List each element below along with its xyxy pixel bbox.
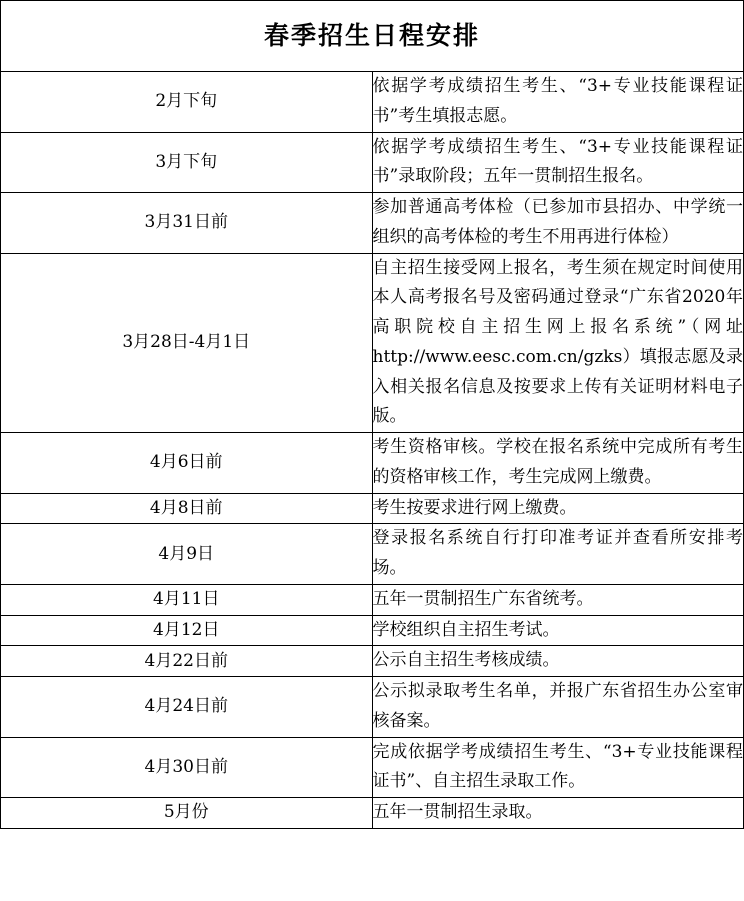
table-row (1, 433, 744, 494)
row-description (372, 132, 744, 193)
row-description (372, 615, 744, 646)
table-row (1, 493, 744, 524)
table-row (1, 737, 744, 798)
row-date: 4月22日前 (1, 646, 373, 677)
row-description-text: 参加普通高考体检（已参加市县招办、中学统一组织的高考体检的考生不用再进行体检） (372, 197, 743, 247)
row-date: 4月30日前 (1, 737, 373, 798)
row-description (372, 493, 744, 524)
title-row (1, 1, 744, 72)
row-description (372, 737, 744, 798)
row-description (372, 72, 744, 133)
page-title: 春季招生日程安排 (1, 1, 744, 72)
row-description (372, 798, 744, 829)
table-row (1, 72, 744, 133)
row-description-text: 五年一贯制招生录取。 (372, 802, 543, 822)
row-date: 2月下旬 (1, 72, 373, 133)
table-row (1, 584, 744, 615)
row-description-text: 公示拟录取考生名单，并报广东省招生办公室审核备案。 (372, 681, 743, 731)
table-row (1, 798, 744, 829)
row-description-text: 五年一贯制招生广东省统考。 (372, 588, 594, 609)
table-row (1, 615, 744, 646)
table-row (1, 524, 744, 585)
row-date: 4月9日 (1, 524, 373, 585)
row-description-text: 依据学考成绩招生考生、“3+专业技能课程证书”录取阶段；五年一贯制招生报名。 (372, 136, 743, 187)
row-description-text: 学校组织自主招生考试。 (372, 619, 560, 640)
table-row (1, 253, 744, 433)
row-description-text: 自主招生接受网上报名，考生须在规定时间使用本人高考报名号及密码通过登录“广东省2020年高职院校自主招生网上报名系统”（网址http://www.eesc.com.cn/gzks）填报志愿及录入相关报名信息及按要求上传有关证明材料电子版。 (372, 257, 743, 427)
table-row (1, 193, 744, 254)
row-description (372, 253, 744, 433)
row-date: 4月8日前 (1, 493, 373, 524)
row-description-text: 考生资格审核。学校在报名系统中完成所有考生的资格审核工作，考生完成网上缴费。 (372, 437, 743, 487)
row-description-text: 完成依据学考成绩招生考生、“3+专业技能课程证书”、自主招生录取工作。 (372, 741, 743, 792)
table-row (1, 677, 744, 738)
row-description-text: 考生按要求进行网上缴费。 (372, 497, 577, 518)
row-description-text: 登录报名系统自行打印准考证并查看所安排考场。 (372, 528, 743, 578)
row-description (372, 677, 744, 738)
row-description (372, 584, 744, 615)
row-date: 4月11日 (1, 584, 373, 615)
row-date: 4月6日前 (1, 433, 373, 494)
row-date: 3月28日-4月1日 (1, 253, 373, 433)
row-description-text: 依据学考成绩招生考生、“3+专业技能课程证书”考生填报志愿。 (372, 76, 743, 126)
row-date: 3月31日前 (1, 193, 373, 254)
row-description (372, 524, 744, 585)
row-description (372, 646, 744, 677)
row-date: 4月24日前 (1, 677, 373, 738)
table-row (1, 132, 744, 193)
row-date: 3月下旬 (1, 132, 373, 193)
row-date: 5月份 (1, 798, 373, 829)
row-date: 4月12日 (1, 615, 373, 646)
schedule-table-body (1, 1, 744, 829)
row-description (372, 193, 744, 254)
table-row (1, 646, 744, 677)
row-description-text: 公示自主招生考核成绩。 (372, 650, 560, 671)
row-description (372, 433, 744, 494)
